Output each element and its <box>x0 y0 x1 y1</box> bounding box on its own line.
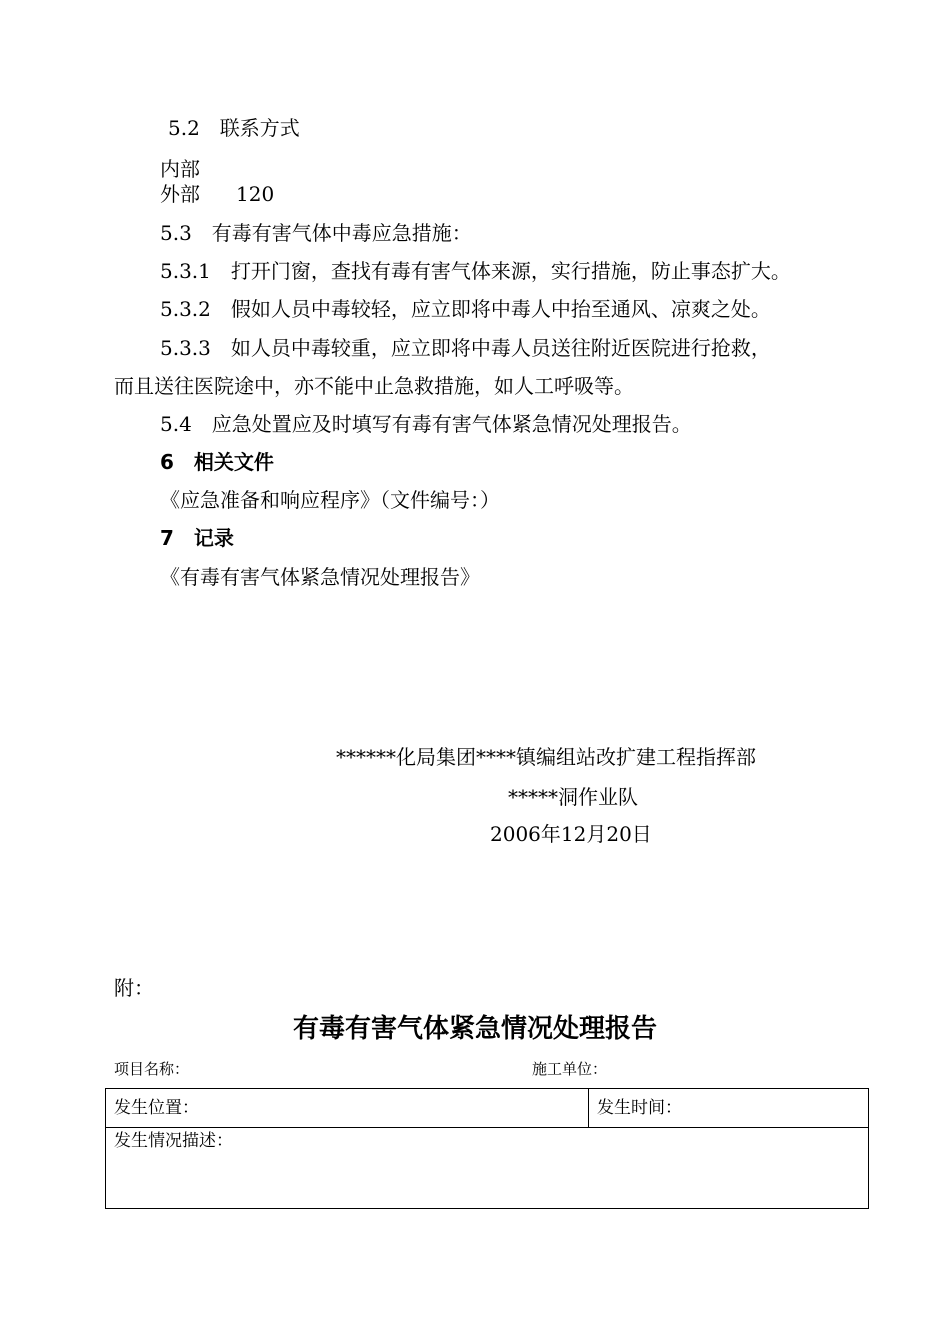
section-5-3: 5.3 有毒有害气体中毒应急措施： <box>160 221 472 245</box>
section-5-3-3-line2: 而且送往医院途中，亦不能中止急救措施，如人工呼吸等。 <box>114 374 634 398</box>
signature-team: *****洞作业队 <box>508 785 638 809</box>
section-7-doc: 《有毒有害气体紧急情况处理报告》 <box>160 565 480 589</box>
report-row-description <box>106 1128 869 1209</box>
report-row-location-time <box>106 1089 869 1128</box>
report-title: 有毒有害气体紧急情况处理报告 <box>292 1014 657 1044</box>
construction-unit-label: 施工单位： <box>532 1060 608 1078</box>
location-cell <box>106 1089 589 1128</box>
contact-internal: 内部 <box>160 157 200 181</box>
description-cell <box>106 1128 869 1209</box>
signature-org: ******化局集团****镇编组站改扩建工程指挥部 <box>336 745 756 769</box>
section-5-3-2: 5.3.2 假如人员中毒较轻，应立即将中毒人中抬至通风、凉爽之处。 <box>160 297 771 321</box>
description-label: 发生情况描述： <box>114 1131 233 1151</box>
signature-date: 2006年12月20日 <box>490 822 652 846</box>
location-label: 发生位置： <box>114 1098 199 1118</box>
section-6-heading: 6 相关文件 <box>160 450 274 474</box>
attachment-label: 附： <box>114 976 154 1000</box>
contact-external-label: 外部 <box>160 182 200 206</box>
section-5-4: 5.4 应急处置应及时填写有毒有害气体紧急情况处理报告。 <box>160 412 692 436</box>
contact-external-value: 120 <box>236 182 275 206</box>
section-7-heading: 7 记录 <box>160 526 234 550</box>
contact-external <box>160 182 274 206</box>
time-label: 发生时间： <box>597 1098 682 1118</box>
section-6-doc: 《应急准备和响应程序》（文件编号：） <box>160 488 500 512</box>
section-5-3-3-line1: 5.3.3 如人员中毒较重，应立即将中毒人员送往附近医院进行抢救， <box>160 336 771 360</box>
section-5-3-1: 5.3.1 打开门窗，查找有毒有害气体来源，实行措施，防止事态扩大。 <box>160 259 791 283</box>
project-name-label: 项目名称： <box>114 1060 190 1078</box>
time-cell <box>589 1089 869 1128</box>
section-5-2: 5.2 联系方式 <box>168 116 300 140</box>
report-table <box>105 1088 869 1209</box>
